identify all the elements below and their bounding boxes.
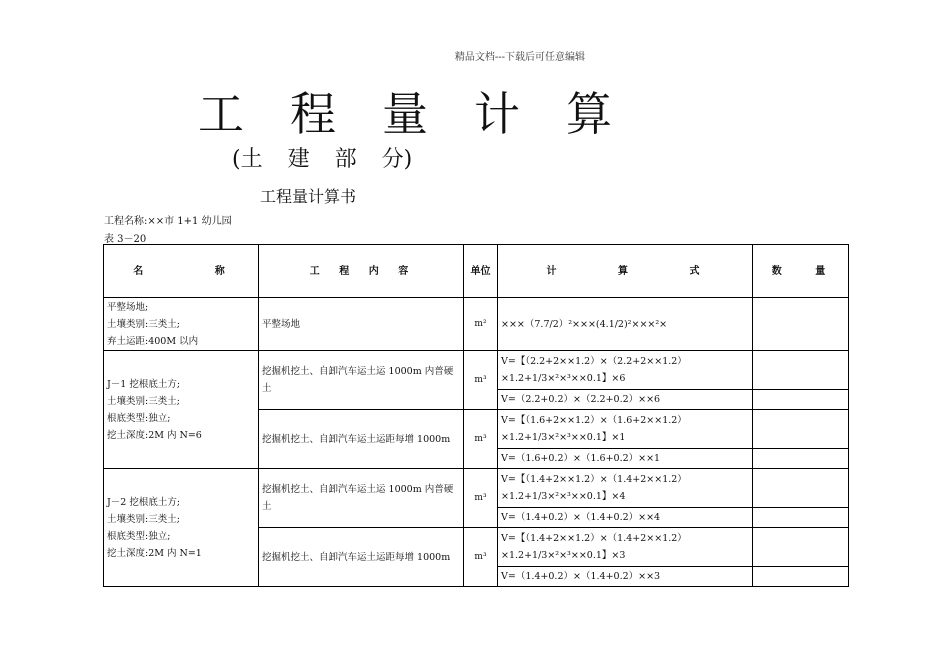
formula-cell: V=（1.4+0.2）×（1.4+0.2）××3 bbox=[498, 567, 753, 587]
quantity-table bbox=[103, 244, 849, 587]
work-content-cell: 挖掘机挖土、自卸汽车运土运 1000m 内普硬土 bbox=[259, 351, 464, 410]
quantity-cell bbox=[753, 449, 849, 469]
formula-cell: ×××（7.7/2）²×××(4.1/2)²×××²× bbox=[498, 298, 753, 351]
page-subtitle: (土 建 部 分) bbox=[232, 147, 413, 172]
quantity-cell bbox=[753, 410, 849, 449]
formula-cell: V=（1.4+0.2）×（1.4+0.2）××4 bbox=[498, 508, 753, 528]
document-heading: 工程量计算书 bbox=[260, 187, 357, 206]
item-name-line: 土壤类别:三类土; bbox=[107, 395, 180, 407]
formula-cell: V=【（1.4+2××1.2）×（1.4+2××1.2）×1.2+1/3×²×³××0.1】×3 bbox=[498, 528, 753, 567]
item-name-line: 弃土运距:400M 以内 bbox=[107, 335, 199, 347]
header-quantity: 数 量 bbox=[753, 245, 849, 298]
item-name-line: 根底类型:独立; bbox=[107, 412, 171, 424]
formula-cell: V=【（2.2+2××1.2）×（2.2+2××1.2）×1.2+1/3×²×³××0.1】×6 bbox=[498, 351, 753, 390]
unit-cell: m³ bbox=[464, 469, 498, 528]
item-name-cell bbox=[104, 469, 259, 587]
table-row bbox=[104, 351, 849, 390]
project-name: 工程名称:××市 1+1 幼儿园 bbox=[104, 216, 232, 227]
table-header-row bbox=[104, 245, 849, 298]
work-content-cell: 挖掘机挖土、自卸汽车运土运距每增 1000m bbox=[259, 410, 464, 469]
page-title: 工程量计算 bbox=[198, 87, 658, 141]
watermark: 精品文档---下载后可任意编辑 bbox=[454, 52, 586, 63]
quantity-cell bbox=[753, 508, 849, 528]
item-name-line: J－1 挖根底土方; bbox=[107, 378, 181, 390]
work-content-cell: 挖掘机挖土、自卸汽车运土运距每增 1000m bbox=[259, 528, 464, 587]
item-name-line: 土壤类别:三类土; bbox=[107, 513, 180, 525]
item-name-line: 根底类型:独立; bbox=[107, 530, 171, 542]
item-name-cell bbox=[104, 298, 259, 351]
item-name-cell bbox=[104, 351, 259, 469]
item-name-line: 土壤类别:三类土; bbox=[107, 318, 180, 330]
table-row bbox=[104, 298, 849, 351]
quantity-cell bbox=[753, 528, 849, 567]
header-formula: 计 算 式 bbox=[498, 245, 753, 298]
item-name-line: 挖土深度:2M 内 N=6 bbox=[107, 429, 202, 441]
header-content: 工 程 内 容 bbox=[259, 245, 464, 298]
formula-cell: V=（2.2+0.2）×（2.2+0.2）××6 bbox=[498, 390, 753, 410]
item-name-line: 平整场地; bbox=[107, 301, 149, 313]
quantity-cell bbox=[753, 567, 849, 587]
unit-cell: m³ bbox=[464, 351, 498, 410]
unit-cell: m³ bbox=[464, 410, 498, 469]
table-row bbox=[104, 469, 849, 508]
quantity-cell bbox=[753, 469, 849, 508]
formula-cell: V=【（1.6+2××1.2）×（1.6+2××1.2）×1.2+1/3×²×³××0.1】×1 bbox=[498, 410, 753, 449]
formula-cell: V=（1.6+0.2）×（1.6+0.2）××1 bbox=[498, 449, 753, 469]
quantity-cell bbox=[753, 351, 849, 390]
work-content-cell: 平整场地 bbox=[259, 298, 464, 351]
table-label: 表 3－20 bbox=[104, 234, 147, 245]
quantity-cell bbox=[753, 298, 849, 351]
header-name: 名 称 bbox=[104, 245, 259, 298]
header-unit: 单位 bbox=[464, 245, 498, 298]
unit-cell: m³ bbox=[464, 528, 498, 587]
quantity-cell bbox=[753, 390, 849, 410]
unit-cell: m² bbox=[464, 298, 498, 351]
work-content-cell: 挖掘机挖土、自卸汽车运土运 1000m 内普硬土 bbox=[259, 469, 464, 528]
item-name-line: 挖土深度:2M 内 N=1 bbox=[107, 547, 202, 559]
item-name-line: J－2 挖根底土方; bbox=[107, 496, 181, 508]
formula-cell: V=【（1.4+2××1.2）×（1.4+2××1.2）×1.2+1/3×²×³××0.1】×4 bbox=[498, 469, 753, 508]
